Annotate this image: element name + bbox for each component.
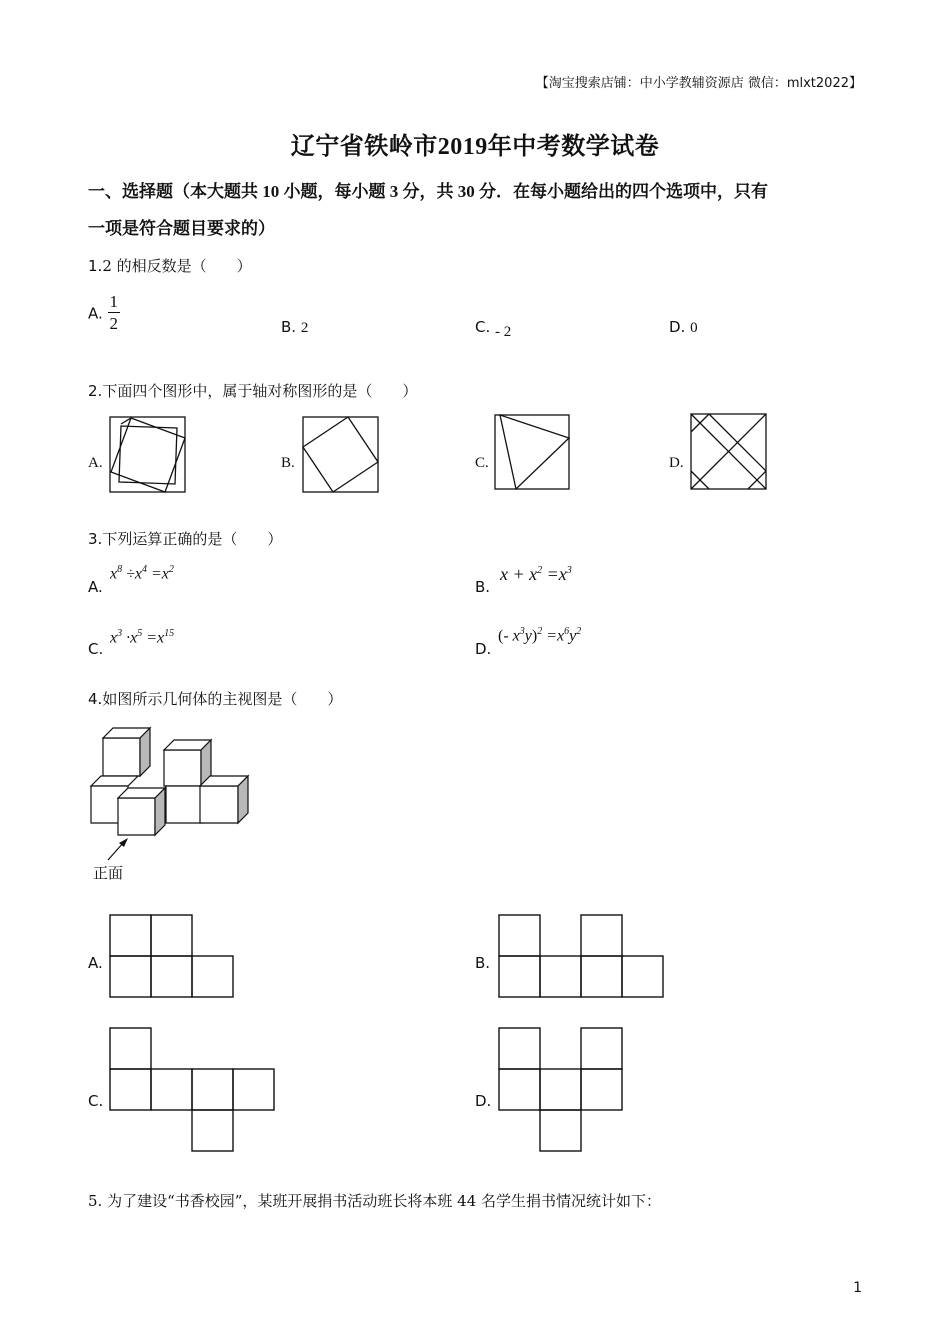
question-stem: 下面四个图形中，属于轴对称图形的是（ ） (102, 382, 418, 400)
option-value: 2 (300, 320, 309, 336)
fraction-numerator: 1 (109, 292, 119, 311)
q2-label-d: D. (669, 455, 684, 471)
option-label: A. (88, 304, 103, 323)
section-heading-line2: 一项是符合题目要求的） (88, 219, 275, 238)
q3-formula-b: $x + x^2 =x^3$ (500, 564, 572, 584)
q3-formula-a: $x^8 \div x^4 =x^2$ (110, 564, 174, 583)
q1-option-b (281, 318, 308, 337)
question-4 (88, 688, 342, 709)
q1-option-d (669, 318, 698, 337)
q1-option-c (475, 318, 512, 340)
section-heading-line1: 一、选择题（本大题共 10 小题，每小题 3 分，共 30 分．在每小题给出的四个选项中，只有 (88, 182, 768, 201)
question-stem: 下列运算正确的是（ ） (102, 530, 283, 548)
q2-figure-b (302, 416, 380, 494)
q4-solid-figure (88, 722, 258, 872)
q2-label-a: A. (88, 455, 103, 471)
q4-option-d-grid (498, 1027, 623, 1152)
question-number: 1. (88, 257, 103, 275)
q4-label-b: B. (475, 954, 491, 972)
q4-option-a-grid (109, 914, 234, 999)
page-number: 1 (853, 1280, 862, 1296)
q3-label-b: B. (475, 578, 491, 596)
question-number: 2. (88, 382, 103, 400)
q3-label-d: D. (475, 640, 492, 658)
question-stem: 2 的相反数是（ ） (102, 257, 252, 275)
section-heading (88, 173, 858, 247)
front-view-label: 正面 (93, 864, 124, 882)
fraction-denominator: 2 (109, 314, 119, 333)
q4-option-c-grid (109, 1027, 275, 1152)
q2-figure-c (494, 414, 572, 492)
q3-label-a: A. (88, 578, 103, 596)
q4-label-c: C. (88, 1092, 104, 1110)
q3-formula-d: (- $x^3y)^2 =x^6y^2$ (498, 626, 582, 645)
q2-figure-a (109, 416, 187, 494)
q4-label-a: A. (88, 954, 103, 972)
q4-label-d: D. (475, 1092, 492, 1110)
question-1 (88, 255, 252, 276)
option-label: C. (475, 318, 491, 336)
q2-label-c: C. (475, 455, 489, 471)
option-value: - 2 (495, 324, 512, 340)
question-3 (88, 528, 282, 549)
option-label: D. (669, 318, 686, 336)
fraction (108, 292, 121, 335)
q2-figure-d (690, 413, 768, 491)
question-stem: 如图所示几何体的主视图是（ ） (102, 690, 343, 708)
question-number: 4. (88, 690, 103, 708)
q2-label-b: B. (281, 455, 295, 471)
option-value: 0 (690, 320, 698, 336)
question-number: 3. (88, 530, 103, 548)
question-2 (88, 380, 417, 401)
q4-option-b-grid (498, 914, 664, 999)
q1-option-a (88, 292, 120, 335)
q3-label-c: C. (88, 640, 104, 658)
option-label: B. (281, 318, 297, 336)
q3-formula-c: $x^3 \cdot x^5 =x^{15}$ (110, 628, 175, 647)
page-title: 辽宁省铁岭市2019年中考数学试卷 (290, 134, 660, 160)
header-note: 【淘宝搜索店铺：中小学教辅资源店 微信：mlxt2022】 (535, 76, 862, 91)
question-5: 5. 为了建设“书香校园”，某班开展捐书活动班长将本班 44 名学生捐书情况统计如下： (88, 1192, 662, 1210)
